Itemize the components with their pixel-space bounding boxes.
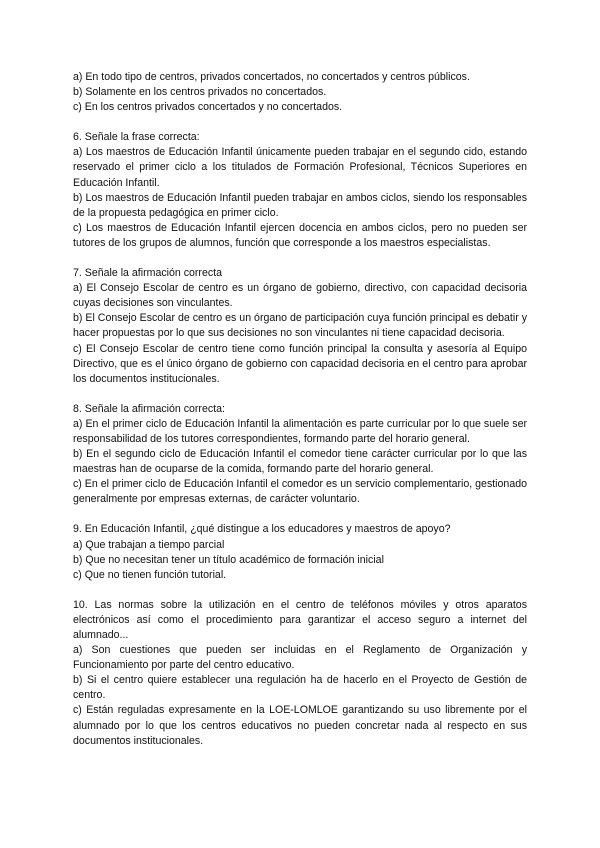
question-5-options — [73, 70, 527, 115]
q5-option-c: c) En los centros privados concertados y no concertados. — [73, 101, 343, 114]
q7-title: 7. Señale la afirmación correcta — [73, 267, 222, 280]
q10-title: 10. Las normas sobre la utilización en el centro de teléfonos móviles y otros aparatos electrónicos así como el procedimiento para garantizar el acceso seguro a internet del alumnado... — [73, 598, 527, 641]
q5-option-a: a) En todo tipo de centros, privados concertados, no concertados y centros públicos. — [73, 71, 470, 83]
q8-option-a: a) En el primer ciclo de Educación Infantil la alimentación es parte curricular por lo que suele ser responsabilidad de los tutores correspondientes, formando parte del horario general. — [73, 417, 527, 445]
q10-option-a: a) Son cuestiones que pueden ser incluidas en el Reglamento de Organización y Funcionamiento por parte del centro educativo. — [73, 644, 527, 672]
question-6 — [73, 130, 527, 251]
q9-title: 9. En Educación Infantil, ¿qué distingue a los educadores y maestros de apoyo? — [73, 523, 451, 536]
q10-option-b: b) Si el centro quiere establecer una regulación ha de hacerlo en el Proyecto de Gestión de centro. — [73, 674, 527, 702]
q6-title: 6. Señale la frase correcta: — [73, 131, 200, 144]
question-9 — [73, 522, 527, 582]
q6-option-a: a) Los maestros de Educación Infantil únicamente pueden trabajar en el segundo cido, estando reservado el primer ciclo a los titulados de Formación Profesional, Técnicos Superiores en Educación Infantil. — [73, 146, 527, 189]
q9-option-c: c) Que no tienen función tutorial. — [73, 568, 227, 581]
q8-title: 8. Señale la afirmación correcta: — [73, 402, 225, 415]
q7-option-b: b) El Consejo Escolar de centro es un órgano de participación cuya función principal es debatir y hacer propuestas por lo que sus decisiones no son vinculantes ni tiene capacidad decisoria. — [73, 312, 527, 340]
q7-option-c: c) El Consejo Escolar de centro tiene como función principal la consulta y asesoría al Equipo Directivo, que es el único órgano de gobierno con capacidad decisoria en el centro para aprobar los documentos institucionales. — [73, 342, 527, 385]
question-7 — [73, 266, 527, 387]
q8-option-b: b) En el segundo ciclo de Educación Infantil el comedor tiene carácter curricular por lo que las maestras han de ocuparse de la comida, formando parte del horario general. — [73, 448, 527, 476]
q6-option-b: b) Los maestros de Educación Infantil pueden trabajar en ambos ciclos, siendo los responsables de la propuesta pedagógica en primer ciclo. — [73, 191, 527, 219]
q5-option-b: b) Solamente en los centros privados no concertados. — [73, 86, 327, 99]
q9-option-a: a) Que trabajan a tiempo parcial — [73, 538, 225, 551]
question-10 — [73, 598, 527, 749]
q9-option-b: b) Que no necesitan tener un título académico de formación inicial — [73, 553, 384, 566]
q8-option-c: c) En el primer ciclo de Educación Infantil el comedor es un servicio complementario, gestionado generalmente por empresas externas, de carácter voluntario. — [73, 478, 527, 506]
document-body — [73, 70, 527, 764]
q10-option-c: c) Están reguladas expresamente en la LOE-LOMLOE garantizando su uso libremente por el alumnado por lo que los centros educativos no pueden concretar nada al respecto en sus documentos institucionales. — [73, 704, 527, 747]
q6-option-c: c) Los maestros de Educación Infantil ejercen docencia en ambos ciclos, pero no pueden ser tutores de los grupos de alumnos, función que corresponde a los maestros especialistas. — [73, 221, 527, 249]
q7-option-a: a) El Consejo Escolar de centro es un órgano de gobierno, directivo, con capacidad decisoria cuyas decisiones son vinculantes. — [73, 282, 527, 310]
question-8 — [73, 402, 527, 508]
